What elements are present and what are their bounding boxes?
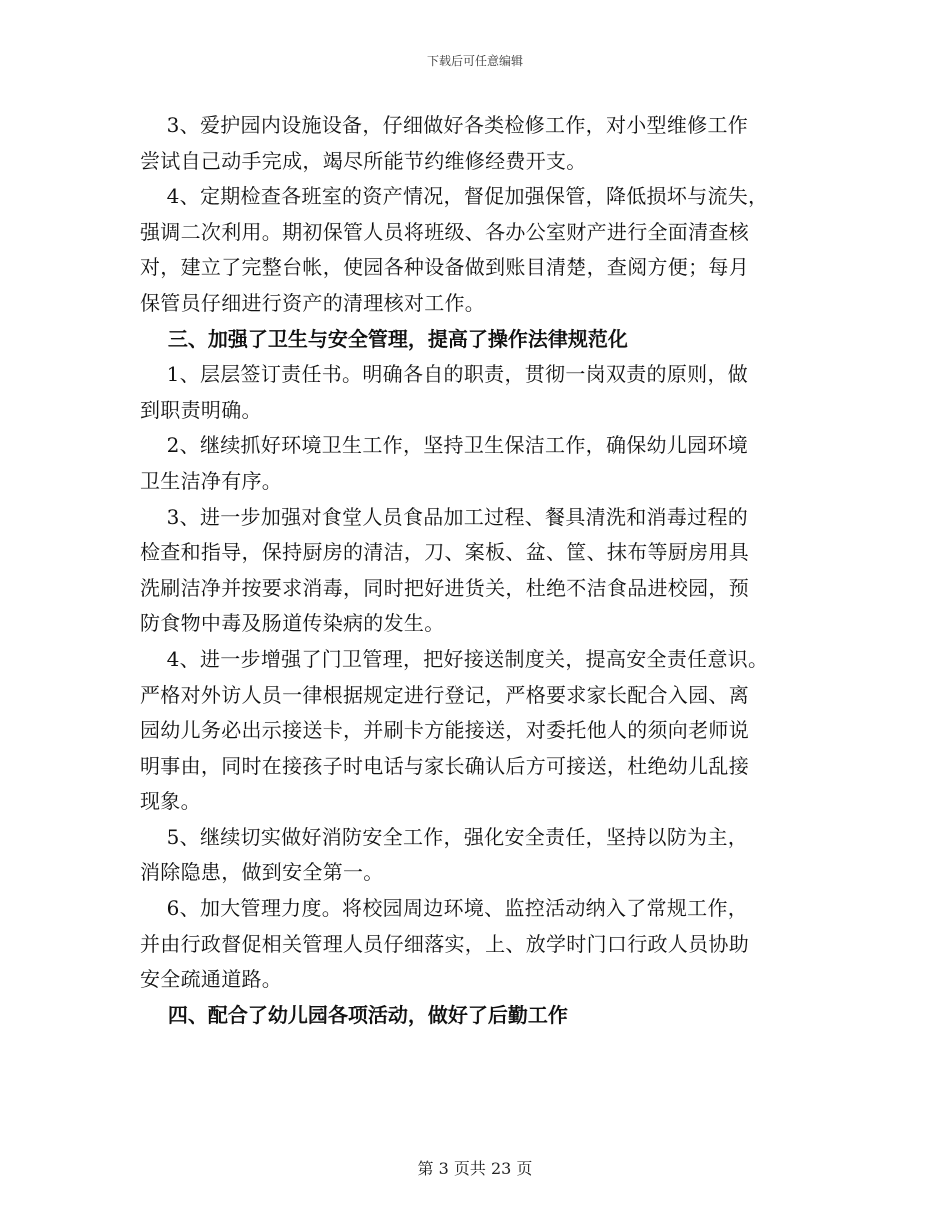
text-line: 到职责明确。	[140, 397, 262, 422]
document-body	[140, 108, 820, 1033]
paragraph	[140, 357, 820, 428]
text-line: 洗刷洁净并按要求消毒，同时把好进货关，杜绝不洁食品进校园，预	[140, 575, 749, 600]
text-line: 并由行政督促相关管理人员仔细落实，上、放学时门口行政人员协助	[140, 931, 749, 956]
section-heading: 三、加强了卫生与安全管理，提高了操作法律规范化	[140, 326, 628, 351]
paragraph	[140, 891, 820, 998]
text-line: 安全疏通道路。	[140, 967, 283, 992]
text-line: 尝试自己动手完成，竭尽所能节约维修经费开支。	[140, 148, 587, 173]
text-line: 2、继续抓好环境卫生工作，坚持卫生保洁工作，确保幼儿园环境	[140, 433, 749, 458]
text-line: 明事由，同时在接孩子时电话与家长确认后方可接送，杜绝幼儿乱接	[140, 753, 749, 778]
text-line: 检查和指导，保持厨房的清洁，刀、案板、盆、筐、抹布等厨房用具	[140, 540, 749, 565]
text-line: 严格对外访人员一律根据规定进行登记，严格要求家长配合入园、离	[140, 682, 749, 707]
text-line: 5、继续切实做好消防安全工作，强化安全责任，坚持以防为主，	[140, 824, 749, 849]
page-header: 下载后可任意编辑	[426, 54, 523, 68]
text-line: 防食物中毒及肠道传染病的发生。	[140, 611, 445, 636]
text-line: 4、定期检查各班室的资产情况，督促加强保管，降低损坏与流失，	[140, 184, 769, 209]
paragraph	[140, 820, 820, 891]
paragraph	[140, 500, 820, 642]
text-line: 3、进一步加强对食堂人员食品加工过程、餐具清洗和消毒过程的	[140, 504, 749, 529]
text-line: 对，建立了完整台帐，使园各种设备做到账目清楚，查阅方便；每月	[140, 255, 749, 280]
text-line: 强调二次利用。期初保管人员将班级、各办公室财产进行全面清查核	[140, 219, 749, 244]
page-number: 第 3 页共 23 页	[417, 1159, 533, 1178]
text-line: 4、进一步增强了门卫管理，把好接送制度关，提高安全责任意识。	[140, 646, 769, 671]
text-line: 6、加大管理力度。将校园周边环境、监控活动纳入了常规工作，	[140, 896, 749, 921]
paragraph	[140, 179, 820, 321]
section-heading: 四、配合了幼儿园各项活动，做好了后勤工作	[140, 1002, 568, 1027]
paragraph	[140, 642, 820, 820]
text-line: 卫生洁净有序。	[140, 468, 283, 493]
paragraph	[140, 108, 820, 179]
text-line: 保管员仔细进行资产的清理核对工作。	[140, 290, 486, 315]
text-line: 3、爱护园内设施设备，仔细做好各类检修工作，对小型维修工作	[140, 113, 749, 137]
text-line: 1、层层签订责任书。明确各自的职责，贯彻一岗双责的原则，做	[140, 362, 749, 387]
text-line: 园幼儿务必出示接送卡，并刷卡方能接送，对委托他人的须向老师说	[140, 718, 749, 743]
paragraph	[140, 428, 820, 499]
text-line: 现象。	[140, 789, 201, 814]
text-line: 消除隐患，做到安全第一。	[140, 860, 384, 885]
